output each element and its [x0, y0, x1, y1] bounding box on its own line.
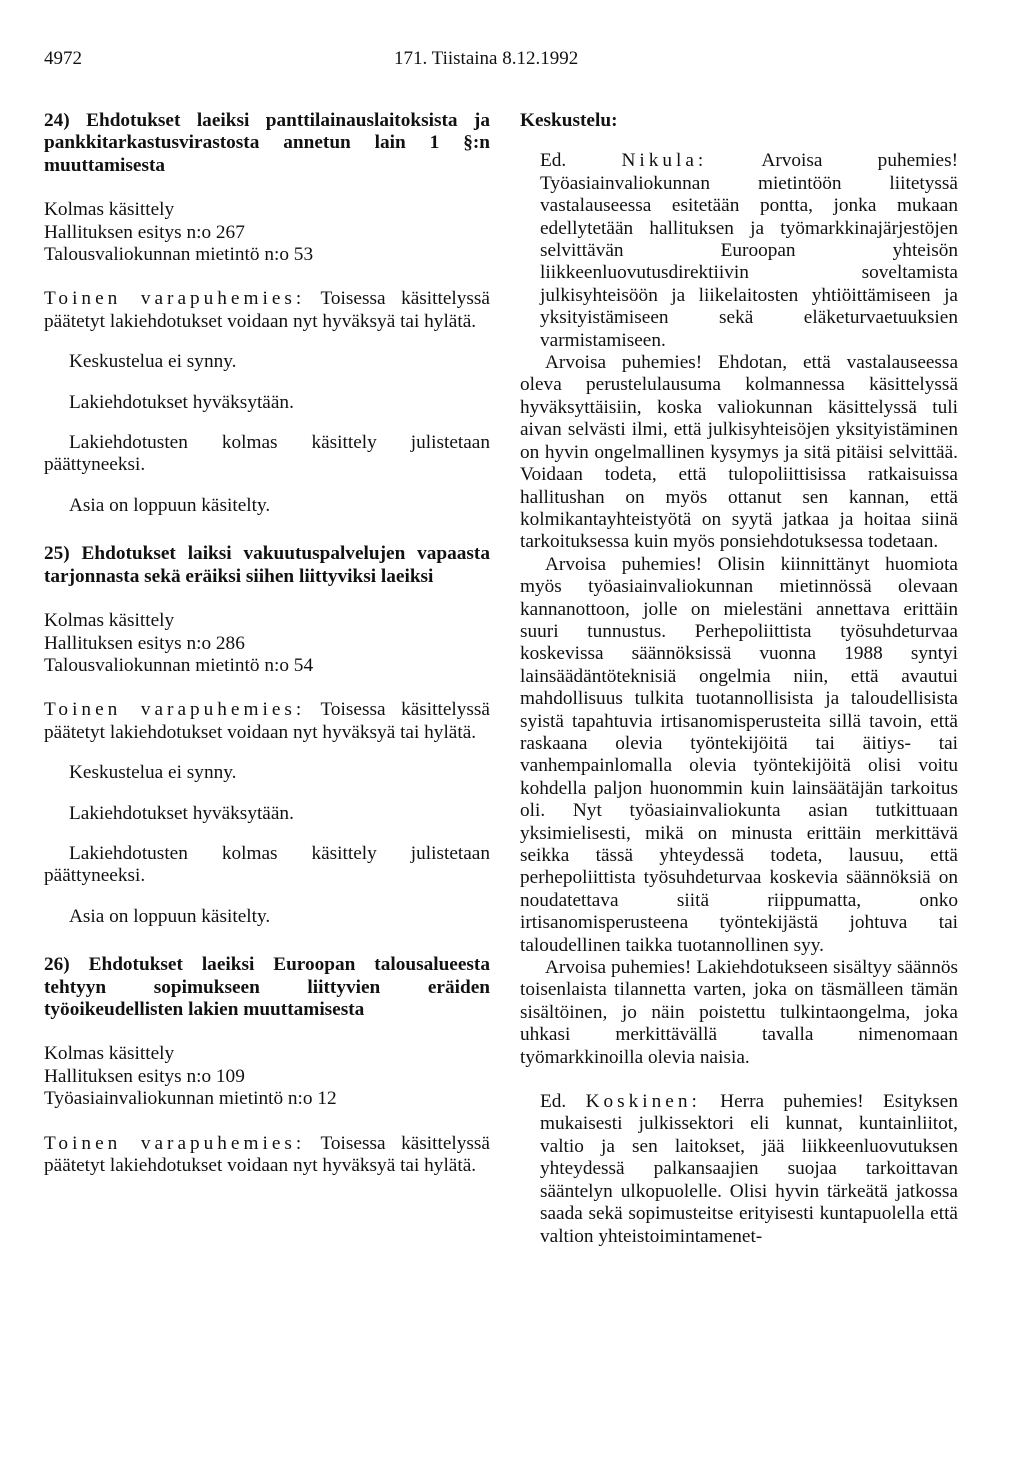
speaker-name: Nikula:: [621, 150, 708, 172]
speech-text: Toisessa käsittelyssä päätetyt lakiehdotukset voidaan nyt hyväksyä tai hylätä.: [44, 1132, 490, 1176]
item-24-report: Talousvaliokunnan mietintö n:o 53: [44, 244, 314, 266]
issue-header: 171. Tiistaina 8.12.1992: [394, 48, 579, 69]
speech-text: Arvoisa puhemies! Työasiainvaliokunnan mietintöön liitetyssä vastalauseessa esitetään pontta, jonka mukaan edellytetään hallituksen ja työmarkkinajärjestöjen selvittävän Euroopan yhteisön liikkeenluovutusdirektiivin soveltamista julkisyhteisöön ja liikelaitosten yhtiöittämiseen ja yksityistämiseen sekä eläketurvaetuuksien varmistamiseen.: [540, 150, 958, 351]
nikula-paragraph-2: Arvoisa puhemies! Ehdotan, että vastalauseessa oleva perustelulausuma kolmannessa käsittelyssä hyväksyttäisiin, koska valiokunnan käsittelyssä tuli aivan selvästi ilmi, että julkisyhteisöjen yksityistäminen on hyvin ongelmallinen kysymys ja sitä pitäisi selvittää. Voidaan todeta, että tulopoliittisissa ratkaisuissa hallitushan on myös ottanut sen kannan, että kolmikantayhteistyötä on syytä jatkaa ja hoitaa siinä tarkoituksessa kuin myös ponsiehdotuksessa todetaan.: [520, 352, 958, 553]
item-24-reading: Kolmas käsittely: [44, 199, 175, 221]
item-25-report: Talousvaliokunnan mietintö n:o 54: [44, 654, 314, 676]
item-24-bill: Hallituksen esitys n:o 267: [44, 221, 245, 243]
nikula-paragraph-4: Arvoisa puhemies! Lakiehdotukseen sisältyy säännös toisenlaista tilannetta varten, joka on täsmälleen tämän sisältöinen, jo näin poistettu tulkintaongelma, joka uhkasi merkittävällä tavalla nimenomaan työmarkkinoilla olevia naisia.: [520, 957, 958, 1068]
item-24-meta: [44, 199, 490, 266]
item-25-closed: Lakiehdotusten kolmas käsittely julistetaan päättyneeksi.: [44, 842, 490, 887]
right-column: [520, 110, 958, 1248]
speech-text: Toisessa käsittelyssä päätetyt lakiehdotukset voidaan nyt hyväksyä tai hylätä.: [44, 699, 490, 743]
speaker-name: Toinen varapuhemies:: [44, 288, 306, 310]
speaker-prefix: Ed.: [540, 150, 622, 172]
item-26-reading: Kolmas käsittely: [44, 1043, 175, 1065]
item-26-bill: Hallituksen esitys n:o 109: [44, 1065, 245, 1087]
speaker-prefix: Ed.: [540, 1091, 586, 1113]
item-26-title: 26) Ehdotukset laeiksi Euroopan talousalueesta tehtyyn sopimukseen liittyvien eräiden työoikeudellisten lakien muuttamisesta: [44, 954, 490, 1020]
speech-text: Herra puhemies! Esityksen mukaisesti julkissektori eli kunnat, kuntainliitot, valtio ja sen laitokset, jää liikkeenluovutuksen yhteydessä palkansaajien suojaa tarkoittavan sääntelyn ulkopuolelle. Olisi hyvin tärkeätä jatkossa saada sekä sopimusteitse erityisesti kuntapuolella että valtion yhteistoimintamenet-: [540, 1091, 959, 1247]
item-25-no-debate: Keskustelua ei synny.: [69, 762, 237, 784]
item-26-speech: [44, 1133, 490, 1178]
item-25-title: 25) Ehdotukset laiksi vakuutuspalvelujen vapaasta tarjonnasta sekä eräiksi siihen liittyviksi laeiksi: [44, 543, 490, 587]
page-number: 4972: [44, 48, 82, 69]
speech-text: Toisessa käsittelyssä päätetyt lakiehdotukset voidaan nyt hyväksyä tai hylätä.: [44, 288, 490, 332]
paragraph-gap: [520, 1069, 958, 1091]
item-25-meta: [44, 610, 490, 677]
item-24-speech: [44, 288, 490, 333]
item-24-approved: Lakiehdotukset hyväksytään.: [69, 391, 294, 413]
debate-heading: Keskustelu:: [520, 110, 618, 131]
item-24-no-debate: Keskustelua ei synny.: [69, 351, 237, 373]
speaker-name: Toinen varapuhemies:: [44, 699, 306, 721]
item-25-speech: [44, 699, 490, 744]
left-column: [44, 110, 490, 1195]
item-25-reading: Kolmas käsittely: [44, 610, 175, 632]
item-25-bill: Hallituksen esitys n:o 286: [44, 632, 245, 654]
item-24-title: 24) Ehdotukset laeiksi panttilainauslaitoksista ja pankkitarkastusvirastosta annetun lain 1 §:n muuttamisesta: [44, 110, 490, 176]
koskinen-paragraph-1: [520, 1091, 958, 1248]
item-26-report: Työasiainvaliokunnan mietintö n:o 12: [44, 1088, 337, 1110]
item-25-done: Asia on loppuun käsitelty.: [69, 905, 271, 927]
item-26-meta: [44, 1043, 490, 1110]
nikula-paragraph-1: [520, 150, 958, 352]
item-25-approved: Lakiehdotukset hyväksytään.: [69, 802, 294, 824]
item-24-closed: Lakiehdotusten kolmas käsittely julistetaan päättyneeksi.: [44, 432, 490, 476]
speaker-name: Koskinen:: [585, 1091, 701, 1113]
nikula-paragraph-3: Arvoisa puhemies! Olisin kiinnittänyt huomiota myös työasiainvaliokunnan mietinnössä olevaan kannanottoon, jolle on mielestäni annettava erittäin suuri tunnustus. Perhepoliittista työsuhdeturvaa koskevissa säännöksissä vuonna 1988 syntyi lainsäädäntöteknisiä ongelmia niin, että avautui mahdollisuus tulkita tuotannollisista ja taloudellisista syistä tapahtuvia irtisanomisperusteita sillä tavoin, että raskaana olevia työntekijöitä tai äitiys- tai vanhempainlomalla olevia työntekijöitä olisi voitu kohdella paljon huonommin kuin lainsäätäjän tarkoitus oli. Nyt työasiainvaliokunta asian tutkittuaan yksimielisesti, mikä on minusta erittäin merkittävä seikka tässä yhteydessä todeta, lausuu, että perhepoliittista työsuhdeturvaa koskevia säännöksiä on noudatettava siitä riippumatta, onko irtisanomisperusteena työntekijästä johtuva tai taloudellinen taikka tuotannollinen syy.: [520, 553, 958, 956]
item-24-done: Asia on loppuun käsitelty.: [69, 494, 271, 516]
speaker-name: Toinen varapuhemies:: [44, 1132, 306, 1154]
